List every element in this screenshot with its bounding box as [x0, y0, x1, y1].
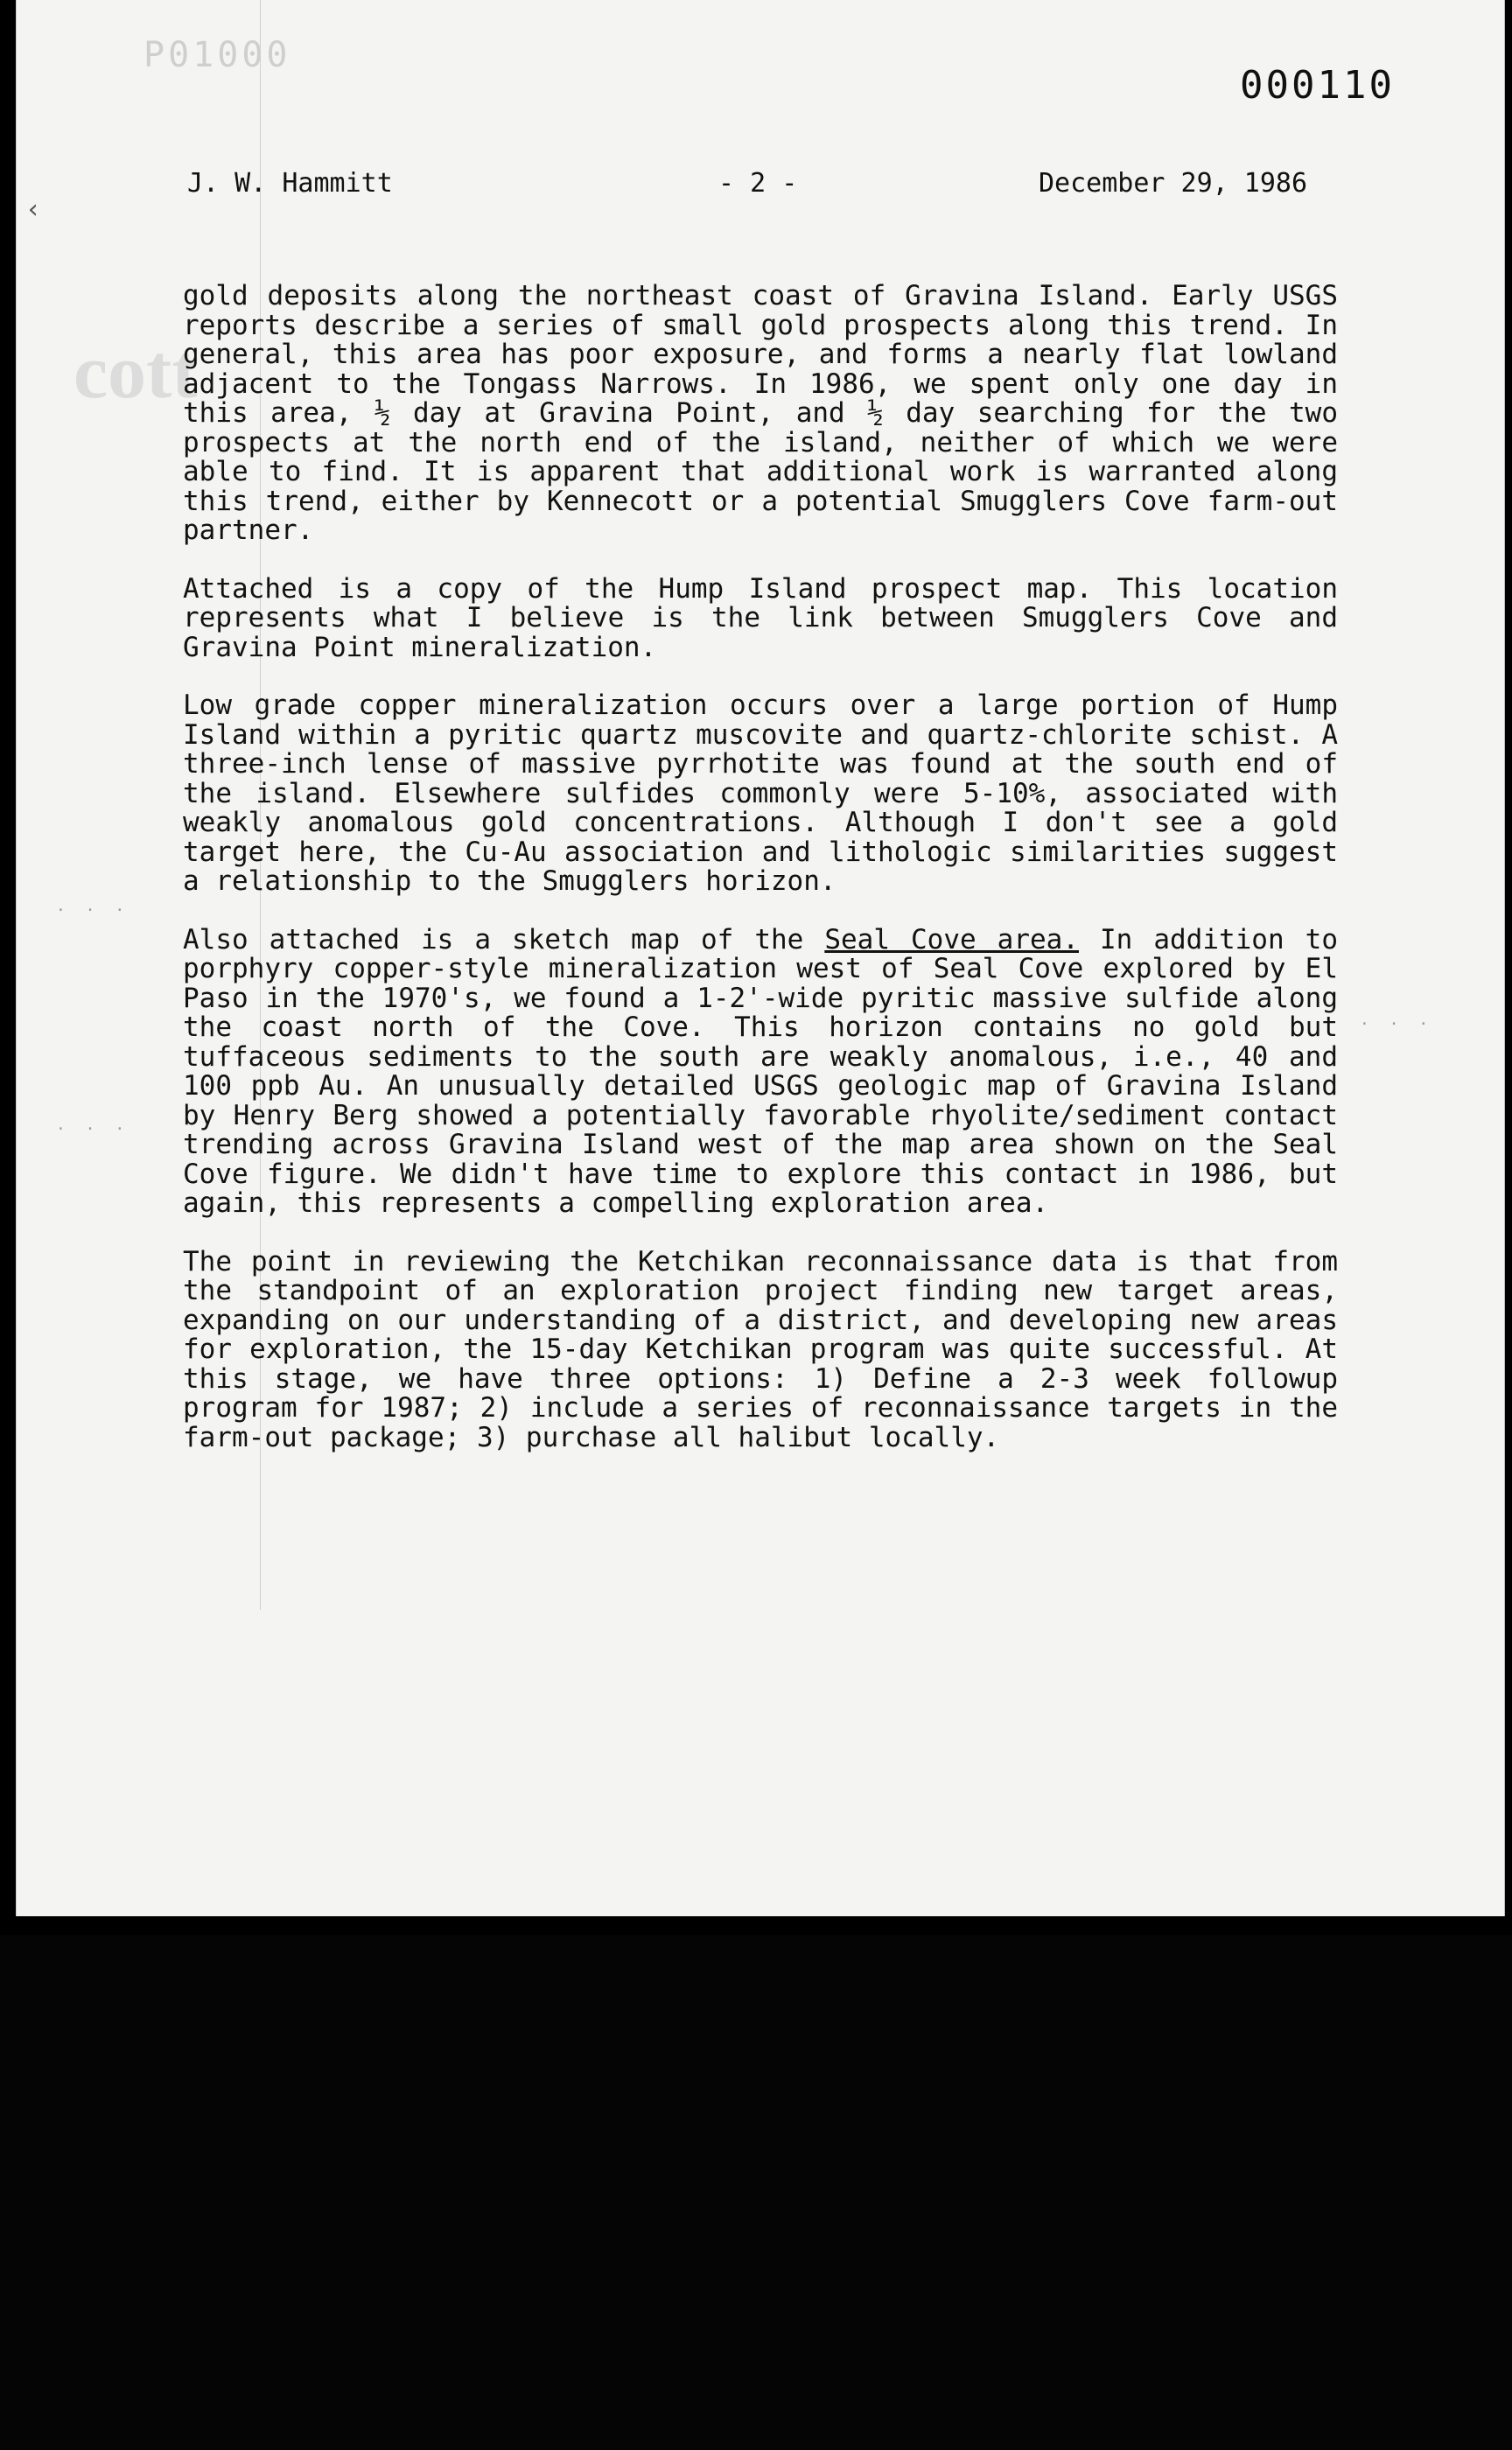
header-page-number: - 2 - [718, 168, 798, 199]
seal-cove-underlined: Seal Cove area. [824, 923, 1079, 956]
header-date: December 29, 1986 [1039, 168, 1308, 199]
paragraph-4 [183, 923, 1338, 1219]
paragraph-1: gold deposits along the northeast coast of Gravina Island. Early USGS reports describe a series of small gold prospects along this trend. In general, this area has poor exposure, and forms a nearly flat lowland adjacent to the Tongass Narrows. In 1986, we spent only one day in this area, ½ day at Gravina Point, and ½ day searching for the two prospects at the north end of the island, neither of which we were able to find. It is apparent that additional work is warranted along this trend, either by Kennecott or a potential Smugglers Cove farm-out partner. [183, 280, 1338, 546]
margin-specks: · · · [56, 1120, 130, 1138]
margin-mark: ‹ [25, 194, 42, 225]
scan-black-area [0, 1936, 1512, 2450]
letter-body [183, 282, 1338, 1481]
document-id: P01000 [144, 35, 291, 75]
margin-specks: · · · [1360, 1015, 1434, 1033]
bleed-through-heading: cott [74, 330, 198, 415]
paragraph-4-rest: In addition to porphyry copper-style mineralization west of Seal Cove explored by El Paso in the 1970's, we found a 1-2'-wide pyritic massive sulfide along the coast north of the Cove. This horizon contains no gold but tuffaceous sediments to the south are weakly anomalous, i.e., 40 and 100 ppb Au. An unusually detailed USGS geologic map of Gravina Island by Henry Berg showed a potentially favorable rhyolite/sediment contact trending across Gravina Island west of the map area shown on the Seal Cove figure. We didn't have time to explore this contact in 1986, but again, this represents a compelling exploration area. [183, 923, 1338, 1219]
paragraph-4-start: Also attached is a sketch map of the [183, 923, 825, 956]
paragraph-3: Low grade copper mineralization occurs over a large portion of Hump Island within a pyritic quartz muscovite and quartz-chlorite schist. A three-inch lense of massive pyrrhotite was found at the south end of the island. Elsewhere sulfides commonly were 5-10%, associated with weakly anomalous gold concentrations. Although I don't see a gold target here, the Cu-Au association and lithologic similarities suggest a relationship to the Smugglers horizon. [183, 690, 1338, 897]
header-addressee: J. W. Hammitt [187, 168, 393, 199]
paragraph-2: Attached is a copy of the Hump Island prospect map. This location represents what I believe is the link between Smugglers Cove and Gravina Point mineralization. [183, 572, 1338, 663]
margin-specks: · · · [56, 901, 130, 920]
document-page [16, 0, 1505, 1916]
paragraph-5: The point in reviewing the Ketchikan reconnaissance data is that from the standpoint of an exploration project finding new target areas, expanding on our understanding of a district, and developing new areas for exploration, the 15-day Ketchikan program was quite successful. At this stage, we have three options: 1) Define a 2-3 week followup program for 1987; 2) include a series of reconnaissance targets in the farm-out package; 3) purchase all halibut locally. [183, 1245, 1338, 1453]
page-stamp: 000110 [1240, 63, 1395, 108]
